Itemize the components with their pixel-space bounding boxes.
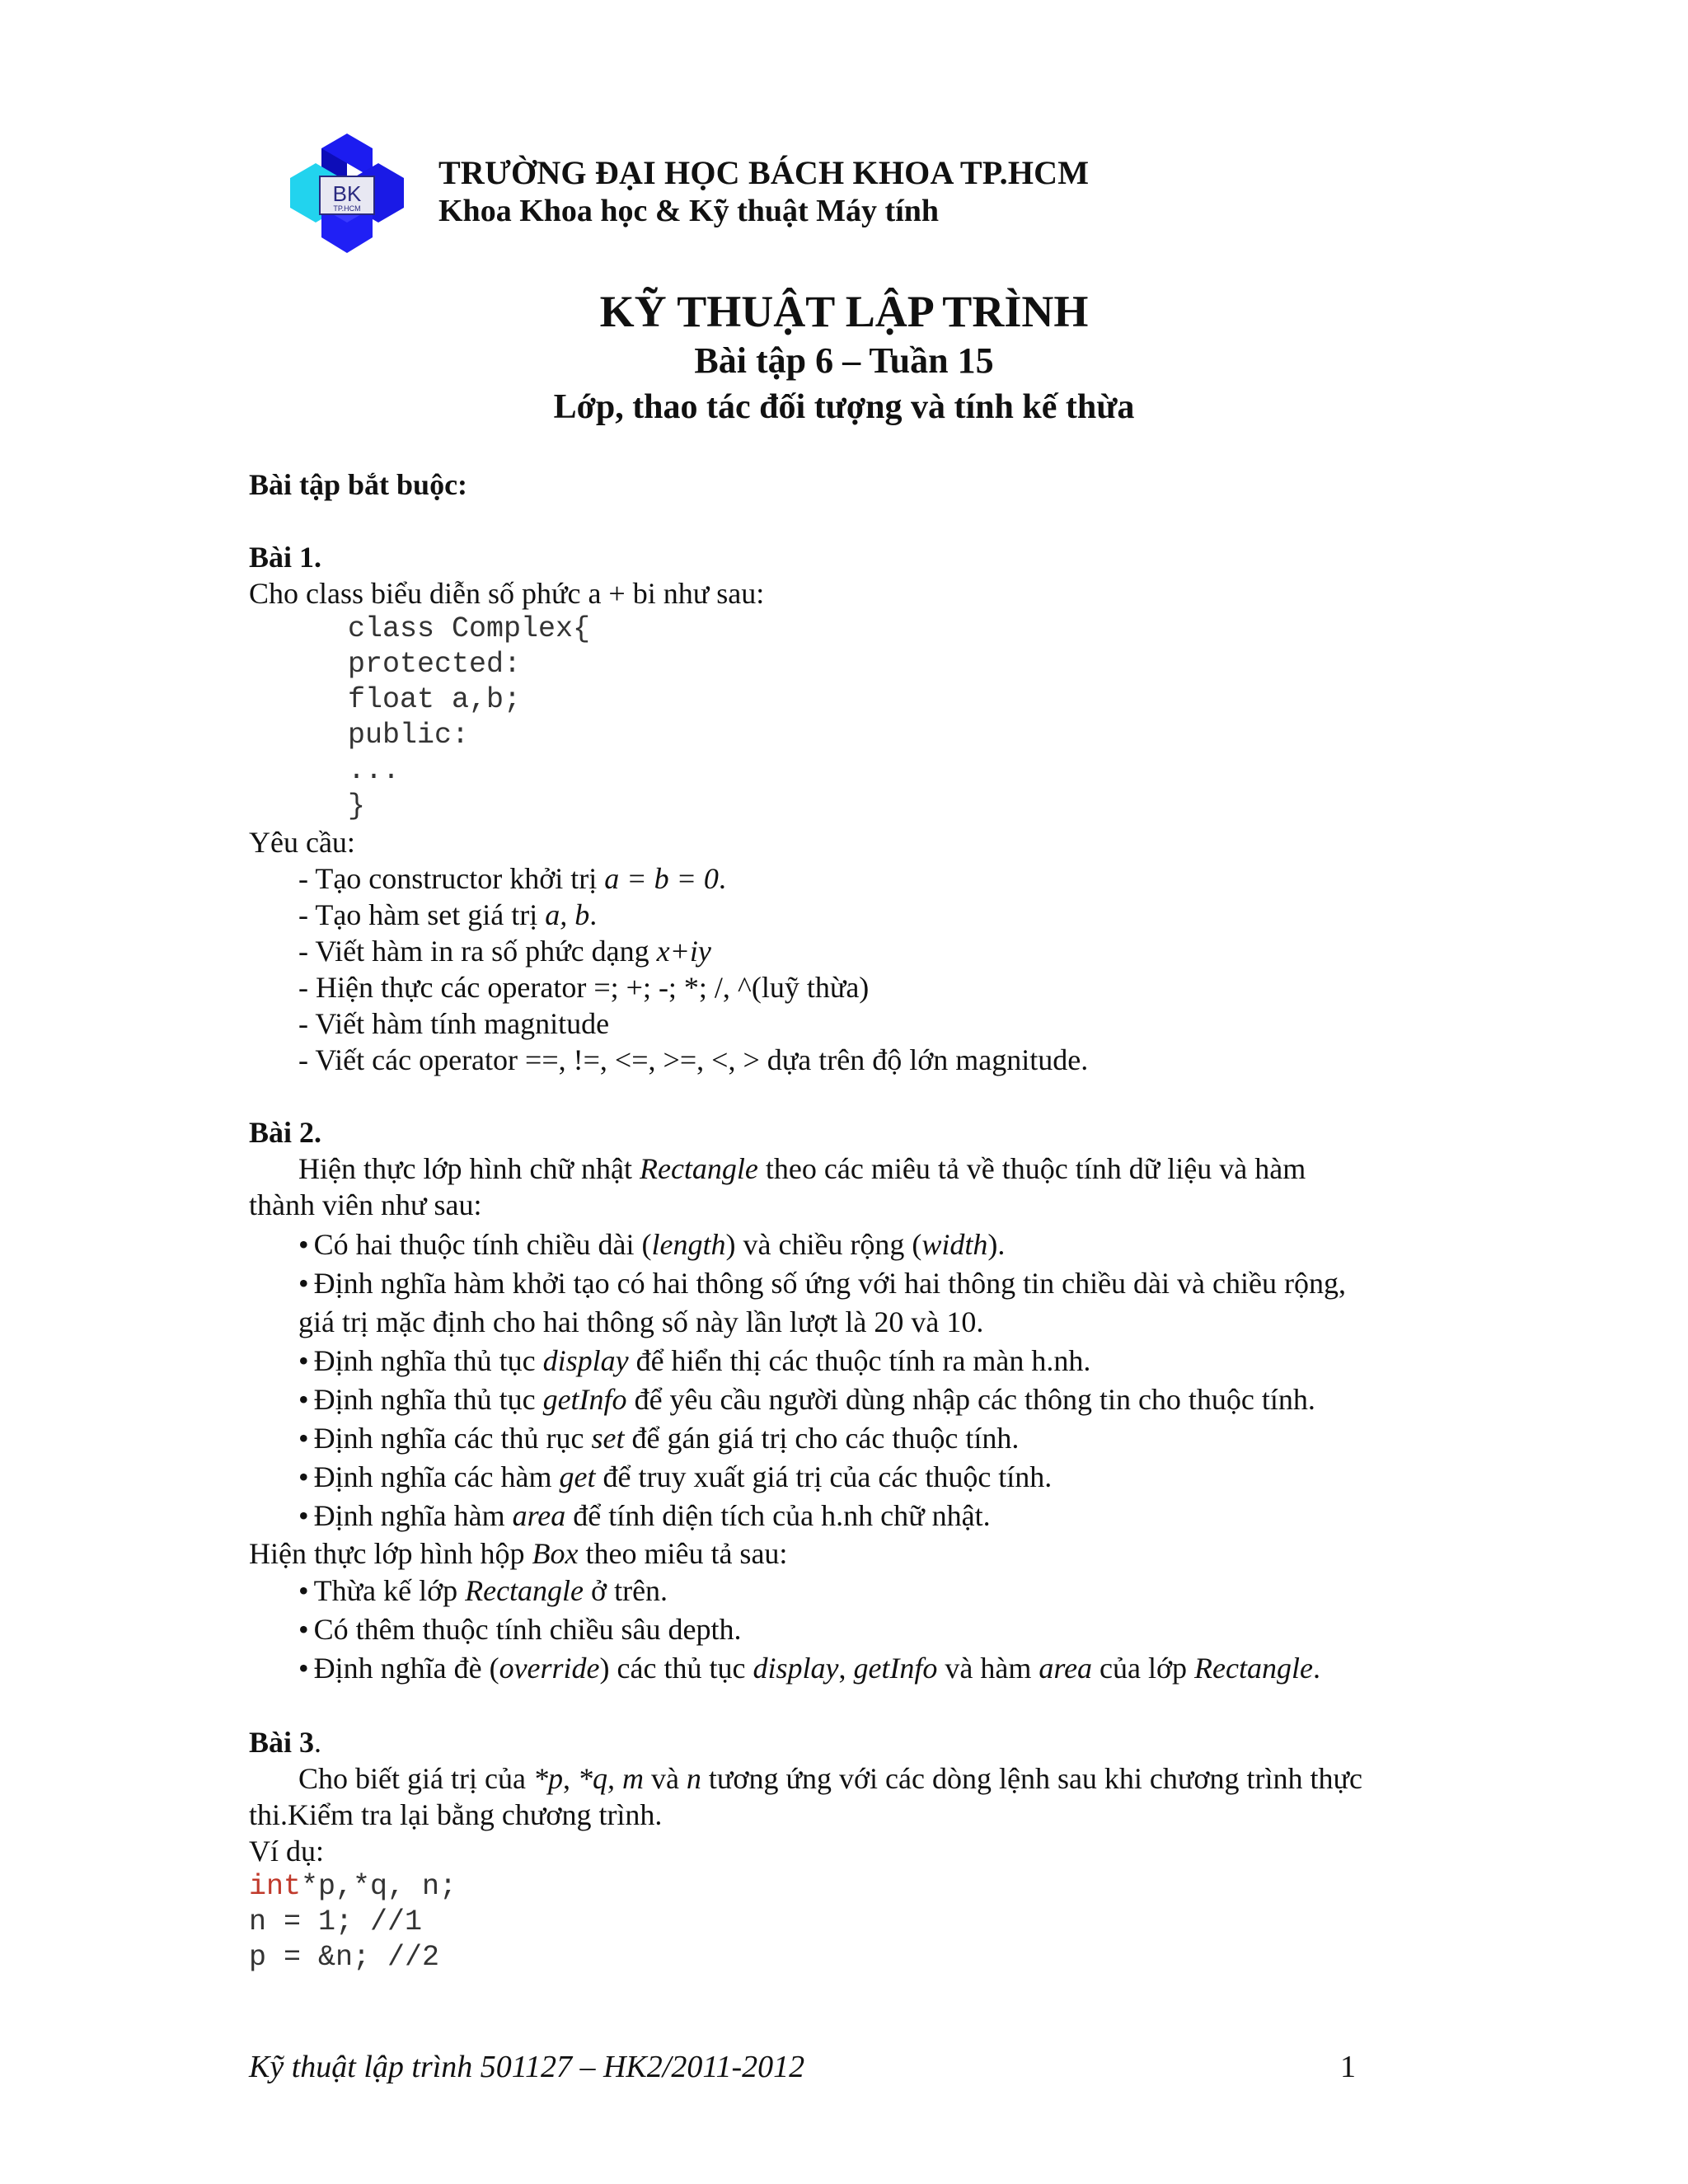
code-line: public: bbox=[348, 719, 470, 752]
section-required-heading: Bài tập bắt buộc: bbox=[249, 468, 468, 501]
code-line: } bbox=[348, 790, 366, 823]
bullet-item: • Định nghĩa hàm khởi tạo có hai thông số ứng với hai thông tin chiều dài và chiều rộng, bbox=[249, 1264, 1452, 1303]
code-keyword: int bbox=[249, 1870, 302, 1903]
code-line: p = &n; //2 bbox=[249, 1941, 440, 1974]
requirements-label: Yêu cầu: bbox=[249, 826, 355, 859]
university-name: TRƯỜNG ĐẠI HỌC BÁCH KHOA TP.HCM bbox=[438, 154, 1090, 191]
page-number: 1 bbox=[1340, 2050, 1356, 2084]
bullet-item: • Định nghĩa hàm area để tính diện tích của h.nh chữ nhật. bbox=[249, 1497, 1452, 1535]
bullet-item: • Định nghĩa thủ tục display để hiển thị các thuộc tính ra màn h.nh. bbox=[249, 1342, 1452, 1380]
code-line: int*p,*q, n; bbox=[249, 1870, 457, 1903]
exercise-3-line2: thi.Kiểm tra lại bằng chương trình. bbox=[249, 1798, 663, 1831]
exercise-2-heading: Bài 2. bbox=[249, 1116, 322, 1149]
topic-title: Lớp, thao tác đối tượng và tính kế thừa bbox=[553, 388, 1135, 426]
code-line: class Complex{ bbox=[348, 612, 591, 645]
code-line: float a,b; bbox=[348, 683, 522, 716]
requirement-item: - Tạo constructor khởi trị a = b = 0. bbox=[298, 862, 726, 895]
bk-logo bbox=[290, 134, 404, 253]
code-line: ... bbox=[348, 754, 401, 787]
code-line: n = 1; //1 bbox=[249, 1905, 423, 1938]
faculty-name: Khoa Khoa học & Kỹ thuật Máy tính bbox=[438, 194, 940, 228]
header bbox=[290, 134, 1526, 257]
bullet-item: • Định nghĩa các hàm get để truy xuất giá trị của các thuộc tính. bbox=[249, 1458, 1452, 1497]
bullet-item: • Định nghĩa thủ tục getInfo để yêu cầu người dùng nhập các thông tin cho thuộc tính. bbox=[249, 1380, 1452, 1419]
exercise-2-intro-line2: thành viên như sau: bbox=[249, 1188, 482, 1221]
exercise-2-intro: Hiện thực lớp hình chữ nhật Rectangle theo các miêu tả về thuộc tính dữ liệu và hàm bbox=[298, 1152, 1306, 1185]
requirement-item: - Viết hàm in ra số phức dạng x+iy bbox=[298, 935, 711, 968]
exercise-3-heading: Bài 3. bbox=[249, 1726, 322, 1759]
example-label: Ví dụ: bbox=[249, 1835, 325, 1868]
bullet-item: • Có hai thuộc tính chiều dài (length) và chiều rộng (width). bbox=[249, 1226, 1452, 1264]
document-body bbox=[249, 466, 1452, 1975]
title-block bbox=[0, 284, 1688, 430]
requirement-item: - Viết hàm tính magnitude bbox=[298, 1007, 610, 1040]
requirement-item: - Tạo hàm set giá trị a, b. bbox=[298, 898, 598, 931]
requirement-item: - Viết các operator ==, !=, <=, >=, <, > dựa trên độ lớn magnitude. bbox=[298, 1043, 1089, 1076]
course-title: KỸ THUẬT LẬP TRÌNH bbox=[599, 287, 1089, 336]
exercise-1-intro: Cho class biểu diễn số phức a + bi như sau: bbox=[249, 577, 765, 610]
assignment-title: Bài tập 6 – Tuần 15 bbox=[694, 340, 994, 381]
bullet-item: • Định nghĩa các thủ rục set để gán giá trị cho các thuộc tính. bbox=[249, 1419, 1452, 1458]
bullet-item: • Định nghĩa đè (override) các thủ tục display, getInfo và hàm area của lớp Rectangle. bbox=[249, 1649, 1452, 1688]
logo-text-sub: TP.HCM bbox=[333, 204, 361, 213]
exercise-1-heading: Bài 1. bbox=[249, 541, 322, 574]
exercise-3-line1: Cho biết giá trị của *p, *q, m và n tương ứng với các dòng lệnh sau khi chương trình thực bbox=[298, 1762, 1362, 1795]
box-intro: Hiện thực lớp hình hộp Box theo miêu tả sau: bbox=[249, 1537, 788, 1570]
footer-course: Kỹ thuật lập trình 501127 – HK2/2011-2012 bbox=[249, 2050, 805, 2084]
bullet-item: • Thừa kế lớp Rectangle ở trên. bbox=[249, 1572, 1452, 1610]
bullet-continuation: giá trị mặc định cho hai thông số này lần lượt là 20 và 10. bbox=[298, 1305, 984, 1338]
requirement-item: - Hiện thực các operator =; +; -; *; /, ^(luỹ thừa) bbox=[298, 971, 870, 1004]
logo-text-main: BK bbox=[332, 181, 362, 206]
code-line: protected: bbox=[348, 648, 522, 681]
bullet-item: • Có thêm thuộc tính chiều sâu depth. bbox=[249, 1610, 1452, 1649]
